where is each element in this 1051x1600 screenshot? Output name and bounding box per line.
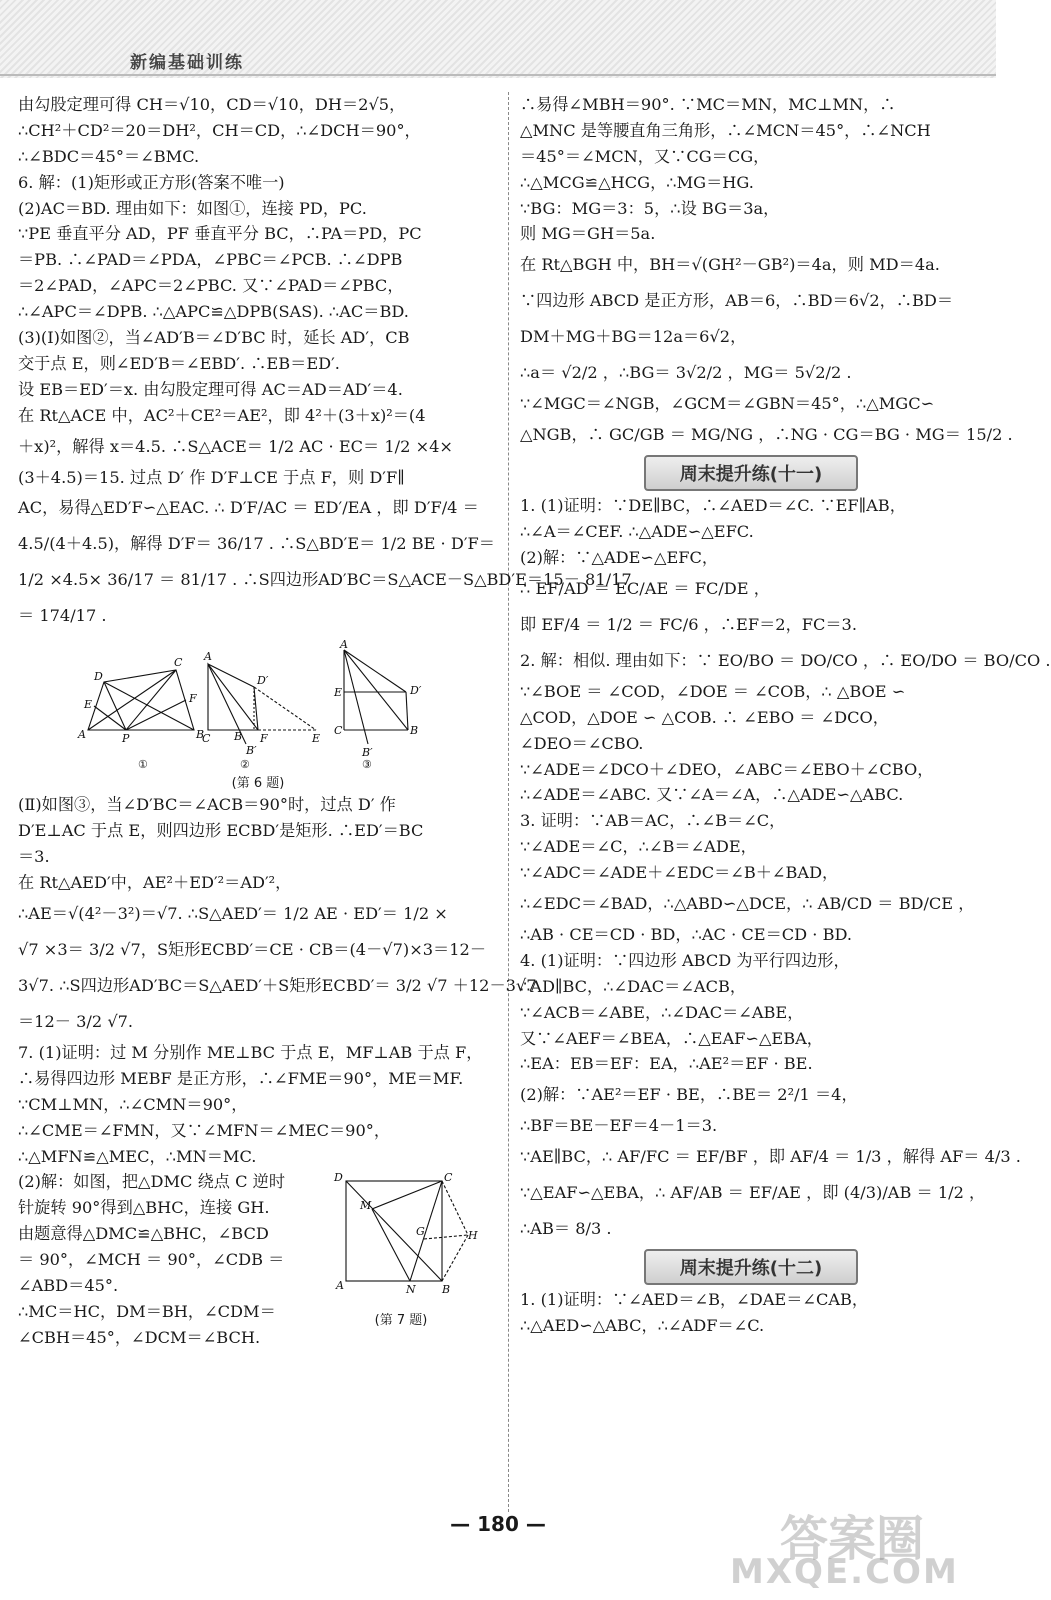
right-text-block-c — [520, 1287, 982, 1339]
text-line: 4. (1)证明：∵四边形 ABCD 为平行四边形， — [520, 950, 850, 970]
fig6-label: A — [78, 728, 86, 742]
text-line: ∵∠BOE ＝ ∠COD，∠DOE ＝ ∠COB，∴ △BOE ∽ — [520, 681, 906, 701]
fig6-label: C — [174, 656, 183, 670]
text-line: ∵CM⊥MN，∴∠CMN＝90°， — [18, 1094, 248, 1114]
text-line: ∵∠ADE＝∠C，∴∠B＝∠ADE， — [520, 837, 757, 857]
text-line: 设 EB＝ED′＝x. 由勾股定理可得 AC＝AD＝AD′＝4. — [18, 379, 403, 399]
fig6-label: A — [204, 650, 212, 664]
fig6-label: E — [312, 732, 321, 746]
text-line: 即 EF/4 ＝ 1/2 ＝ FC/6 ，∴EF＝2，FC＝3. — [520, 614, 858, 634]
text-line: 3√7. ∴S四边形AD′BC＝S△AED′＋S矩形ECBD′＝ 3/2 √7 ＋12－3√7 — [18, 976, 537, 996]
text-line: ∴易得四边形 MEBF 是正方形，∴∠FME＝90°，ME＝MF. — [18, 1068, 464, 1088]
text-line: ∵∠ACB＝∠ABE，∴∠DAC＝∠ABE， — [520, 1002, 804, 1022]
fig6-label: F — [189, 692, 197, 706]
text-line: ∴EA：EB＝EF：EA，∴AE²＝EF · BE. — [520, 1054, 813, 1074]
text-line: 由勾股定理可得 CH＝√10，CD＝√10，DH＝2√5， — [18, 95, 406, 114]
text-line: ∴∠A＝∠CEF. ∴△ADE∽△EFC. — [520, 522, 754, 542]
fig6-label: C — [202, 732, 211, 746]
text-line: ＋x)²，解得 x＝4.5. ∴S△ACE＝ 1/2 AC · EC＝ 1/2 ×4× — [18, 436, 453, 456]
text-line: ＝2∠PAD，∠APC＝2∠PBC. 又∵∠PAD＝∠PBC， — [18, 276, 404, 296]
text-line: ∴△AED∽△ABC，∴∠ADF＝∠C. — [520, 1316, 765, 1336]
text-line: ＝3. — [18, 847, 50, 867]
text-line: ＝ 90°，∠MCH ＝ 90°，∠CDB ＝ — [18, 1250, 285, 1270]
fig6-label: B′ — [362, 746, 373, 760]
fig7-label: N — [406, 1283, 416, 1297]
text-line: 在 Rt△BGH 中，BH＝√(GH²－GB²)＝4a，则 MD＝4a. — [520, 255, 940, 275]
text-line: 在 Rt△ACE 中，AC²＋CE²＝AE²，即 4²＋(3＋x)²＝(4 — [18, 405, 426, 425]
text-line: AC，易得△ED′F∽△EAC. ∴ D′F/AC ＝ ED′/EA ，即 D′F/4 ＝ — [18, 498, 479, 518]
fig6-label: D′ — [257, 674, 269, 688]
text-line: ∵PE 垂直平分 AD，PF 垂直平分 BC，∴PA＝PD，PC — [18, 224, 422, 244]
text-line: 4.5/(4＋4.5)，解得 D′F＝ 36/17 . ∴S△BD′E＝ 1/2 BE · D′F＝ — [18, 534, 495, 554]
figure-6-diagram — [76, 638, 496, 772]
header-band — [0, 0, 996, 78]
text-line: ∴ EF/AD ＝ EC/AE ＝ FC/DE ， — [520, 578, 770, 598]
text-line: ∴△MFN≌△MEC，∴MN＝MC. — [18, 1146, 257, 1166]
text-line: △NGB，∴ GC/GB ＝ MG/NG ，∴NG · CG＝BG · MG＝ 15/2 . — [520, 425, 1013, 445]
text-line: 则 MG＝GH＝5a. — [520, 224, 656, 244]
text-line: (2)解：∵△ADE∽△EFC， — [520, 548, 719, 568]
text-line: ∵∠MGC＝∠NGB，∠GCM＝∠GBN＝45°，∴△MGC∽ — [520, 394, 935, 414]
text-line: ∴易得∠MBH＝90°. ∵MC＝MN，MC⊥MN，∴ — [520, 95, 896, 114]
text-line: ＝ 174/17 . — [18, 606, 107, 626]
text-line: ＝PB. ∴∠PAD＝∠PDA，∠PBC＝∠PCB. ∴∠DPB — [18, 250, 403, 270]
text-line: ∵AE∥BC，∴ AF/FC ＝ EF/BF ，即 AF/4 ＝ 1/3 ，解得 AF＝ 4/3 . — [520, 1147, 1021, 1167]
fig7-label: G — [416, 1225, 425, 1239]
banner-row — [520, 453, 982, 493]
page-number: — 180 — — [450, 1512, 546, 1536]
figure-6 — [18, 638, 498, 792]
text-line: ∠CBH＝45°，∠DCM＝∠BCH. — [18, 1327, 261, 1347]
text-line: 6. 解：(1)矩形或正方形(答案不唯一) — [18, 172, 285, 192]
left-text-block-c — [18, 1169, 318, 1350]
fig7-label: B — [442, 1283, 451, 1297]
text-line: ∴∠APC＝∠DPB. ∴△APC≌△DPB(SAS). ∴AC＝BD. — [18, 302, 409, 322]
fig6-label: B′ — [246, 744, 257, 758]
header-rule — [0, 74, 996, 76]
text-line: 在 Rt△AED′中，AE²＋ED′²＝AD′²， — [18, 873, 292, 893]
fig7-label: D — [334, 1171, 343, 1185]
text-line: ∵BG：MG＝3：5，∴设 BG＝3a， — [520, 198, 780, 218]
text-line: ∠DEO＝∠CBO. — [520, 733, 644, 753]
figure-7-diagram — [326, 1169, 476, 1309]
fig6-label: B — [196, 728, 205, 742]
text-line: ∴AD∥BC，∴∠DAC＝∠ACB， — [520, 976, 747, 996]
text-line: ∠ABD＝45°. — [18, 1276, 119, 1296]
text-line: 1. (1)证明：∵DE∥BC，∴∠AED＝∠C. ∵EF∥AB， — [520, 496, 906, 516]
text-line: DM＋MG＋BG＝12a＝6√2， — [520, 327, 747, 347]
watermark — [720, 1500, 990, 1595]
right-column — [520, 92, 1051, 1339]
banner-row — [520, 1247, 982, 1287]
text-line: ∴∠CME＝∠FMN，又∵∠MFN＝∠MEC＝90°， — [18, 1120, 391, 1140]
fig7-label: H — [468, 1229, 478, 1243]
text-line: 又∵∠AEF＝∠BEA，∴△EAF∽△EBA， — [520, 1028, 823, 1048]
fig6-label: D — [94, 670, 103, 684]
fig6-label: D′ — [410, 684, 422, 698]
text-line: 3. 证明：∵AB＝AC，∴∠B＝∠C， — [520, 811, 786, 831]
fig7-label: A — [336, 1279, 344, 1293]
figure-6-caption: (第 6 题) — [231, 776, 285, 792]
text-line: √7 ×3＝ 3/2 √7，S矩形ECBD′＝CE · CB＝(4－√7)×3＝12－ — [18, 940, 487, 960]
text-line: 由题意得△DMC≌△BHC，∠BCD — [18, 1224, 269, 1244]
fig7-label: C — [444, 1171, 453, 1185]
figure-7-caption: (第 7 题) — [374, 1313, 428, 1329]
text-line: ∴△MCG≌△HCG，∴MG＝HG. — [520, 172, 754, 192]
text-line: (2)解：如图，把△DMC 绕点 C 逆时 — [18, 1172, 286, 1192]
text-line: ∴MC＝HC，DM＝BH，∠CDM＝ — [18, 1301, 276, 1321]
text-line: ＝12－ 3/2 √7. — [18, 1012, 134, 1032]
right-text-block-b — [520, 493, 1051, 1247]
text-line: (2)AC＝BD. 理由如下：如图①，连接 PD，PC. — [18, 198, 367, 218]
watermark-line2: MXQE.COM — [730, 1552, 959, 1592]
text-line: △MNC 是等腰直角三角形，∴∠MCN＝45°，∴∠NCH — [520, 120, 931, 140]
fig6-label: B — [410, 724, 419, 738]
text-line: (2)解：∵AE²＝EF · BE，∴BE＝ 2²/1 ＝4， — [520, 1085, 858, 1105]
text-line: ∵∠ADE＝∠DCO＋∠DEO，∠ABC＝∠EBO＋∠CBO， — [520, 759, 934, 779]
column-divider — [508, 92, 509, 1512]
text-line: 2. 解：相似. 理由如下：∵ EO/BO ＝ DO/CO ，∴ EO/DO ＝ BO/CO . — [520, 650, 1051, 670]
text-line: (Ⅱ)如图③，当∠D′BC＝∠ACB＝90°时，过点 D′ 作 — [18, 795, 396, 815]
text-line: ∴AB · CE＝CD · BD，∴AC · CE＝CD · BD. — [520, 925, 853, 945]
text-line: 针旋转 90°得到△BHC，连接 GH. — [18, 1198, 270, 1218]
text-line: ∴∠BDC＝45°＝∠BMC. — [18, 146, 200, 166]
watermark-line1: 答案圈 — [780, 1511, 925, 1567]
text-line: D′E⊥AC 于点 E，则四边形 ECBD′是矩形. ∴ED′＝BC — [18, 821, 424, 841]
fig6-label: P — [122, 732, 130, 746]
text-line: ∴∠ADE＝∠ABC. 又∵∠A＝∠A，∴△ADE∽△ABC. — [520, 785, 904, 805]
text-line: ∴∠EDC＝∠BAD，∴△ABD∽△DCE，∴ AB/CD ＝ BD/CE ， — [520, 894, 975, 914]
text-line: ∴CH²＋CD²＝20＝DH²，CH＝CD，∴∠DCH＝90°， — [18, 120, 421, 140]
fig6-label: E — [334, 686, 343, 700]
fig6-number: ③ — [362, 758, 372, 772]
fig6-number: ① — [138, 758, 148, 772]
problem-7-part-2 — [18, 1169, 498, 1359]
fig6-label: F — [260, 732, 268, 746]
text-line: (3)(Ⅰ)如图②，当∠AD′B＝∠D′BC 时，延长 AD′，CB — [18, 328, 410, 348]
fig6-label: A — [340, 638, 348, 652]
text-line: ∴AB＝ 8/3 . — [520, 1219, 612, 1239]
text-line: ＝45°＝∠MCN，又∵CG＝CG， — [520, 146, 770, 166]
text-line: ∵△EAF∽△EBA，∴ AF/AB ＝ EF/AE ，即 (4/3)/AB ＝ 1/2 ， — [520, 1183, 986, 1203]
section-banner-12: 周末提升练(十二) — [644, 1249, 858, 1285]
text-line: 交于点 E，则∠ED′B＝∠EBD′. ∴EB＝ED′. — [18, 353, 340, 373]
text-line: ∵四边形 ABCD 是正方形，AB＝6，∴BD＝6√2，∴BD＝ — [520, 291, 954, 311]
fig6-label: B — [234, 730, 243, 744]
text-line: 1/2 ×4.5× 36/17 ＝ 81/17 . ∴S四边形AD′BC＝S△ACE－S△BD′E＝15－ 81/17 — [18, 570, 632, 590]
header-title: 新编基础训练 — [130, 53, 244, 73]
fig7-label: M — [360, 1199, 372, 1213]
fig6-label: E — [84, 698, 93, 712]
left-text-block-b — [18, 792, 537, 1169]
text-line: ∵∠ADC＝∠ADE＋∠EDC＝∠B＋∠BAD， — [520, 863, 839, 883]
text-line: ∴BF＝BE－EF＝4－1＝3. — [520, 1116, 718, 1136]
text-line: (3＋4.5)＝15. 过点 D′ 作 D′F⊥CE 于点 F，则 D′F∥ — [18, 467, 405, 487]
section-banner-11: 周末提升练(十一) — [644, 455, 858, 491]
text-line: ∴a＝ √2/2 ，∴BG＝ 3√2/2 ，MG＝ 5√2/2 . — [520, 363, 852, 383]
text-line: ∴AE＝√(4²－3²)＝√7. ∴S△AED′＝ 1/2 AE · ED′＝ 1/2 × — [18, 904, 448, 924]
text-line: △COD，△DOE ∽ △COB. ∴ ∠EBO ＝ ∠DCO， — [520, 707, 889, 727]
text-line: 1. (1)证明：∵∠AED＝∠B，∠DAE＝∠CAB， — [520, 1290, 869, 1310]
fig6-number: ② — [240, 758, 250, 772]
text-line: 7. (1)证明：过 M 分别作 ME⊥BC 于点 E，MF⊥AB 于点 F， — [18, 1043, 483, 1063]
right-text-block-a — [520, 92, 1013, 453]
fig6-label: C — [334, 724, 343, 738]
